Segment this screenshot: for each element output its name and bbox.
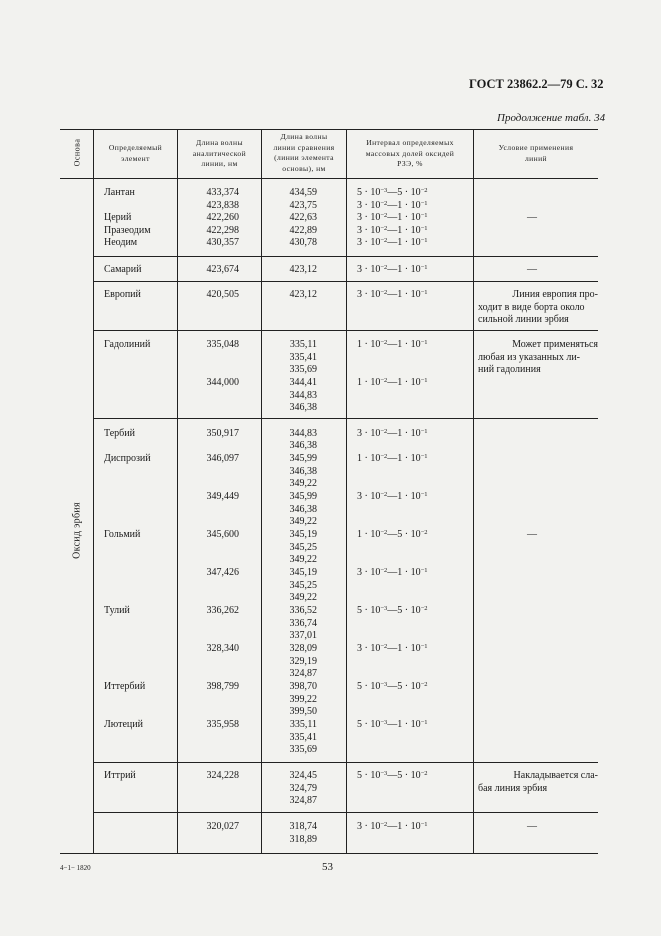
- element-name: Европий: [104, 289, 141, 300]
- compare-wavelength: 423,75: [289, 200, 317, 211]
- print-code: 4−1− 1820: [60, 864, 91, 872]
- compare-wavelength: 335,41: [289, 352, 317, 363]
- condition-dash: —: [527, 529, 537, 540]
- row-divider: [93, 330, 598, 331]
- col-divider: [93, 129, 94, 853]
- compare-wavelength: 345,19: [289, 567, 317, 578]
- interval: $3 \cdot 10^{-2}—1 \cdot 10^{-1}$: [357, 264, 428, 275]
- table-top-rule: [60, 129, 598, 130]
- analytic-wavelength: 344,000: [206, 377, 239, 388]
- compare-wavelength: 335,69: [289, 744, 317, 755]
- compare-wavelength: 346,38: [289, 466, 317, 477]
- interval: $1 \cdot 10^{-2}—1 \cdot 10^{-1}$: [357, 377, 428, 388]
- analytic-wavelength: 420,505: [206, 289, 239, 300]
- compare-wavelength: 349,22: [289, 478, 317, 489]
- col-header-basis: Основа: [72, 138, 82, 167]
- analytic-wavelength: 324,228: [206, 770, 239, 781]
- interval: $3 \cdot 10^{-2}—1 \cdot 10^{-1}$: [357, 289, 428, 300]
- compare-wavelength: 336,74: [289, 618, 317, 629]
- compare-wavelength: 345,19: [289, 529, 317, 540]
- analytic-wavelength: 345,600: [206, 529, 239, 540]
- analytic-wavelength: 335,048: [206, 339, 239, 350]
- analytic-wavelength: 398,799: [206, 681, 239, 692]
- compare-wavelength: 335,11: [289, 719, 317, 730]
- compare-wavelength: 345,25: [289, 580, 317, 591]
- condition-note: Линия европия про- ходит в виде борта около сильной линии эрбия: [478, 289, 598, 326]
- compare-wavelength: 335,69: [289, 364, 317, 375]
- compare-wavelength: 318,89: [289, 834, 317, 845]
- compare-wavelength: 324,87: [289, 668, 317, 679]
- element-name: Диспрозий: [104, 453, 151, 464]
- interval: $3 \cdot 10^{-2}—1 \cdot 10^{-1}$: [357, 237, 428, 248]
- compare-wavelength: 345,99: [289, 453, 317, 464]
- compare-wavelength: 345,25: [289, 542, 317, 553]
- interval: $3 \cdot 10^{-2}—1 \cdot 10^{-1}$: [357, 428, 428, 439]
- condition-note: Накладывается сла- бая линия эрбия: [478, 770, 598, 794]
- compare-wavelength: 434,59: [289, 187, 317, 198]
- col-header-analytic: Длина волны аналитической линии, нм: [192, 138, 247, 168]
- interval: $5 \cdot 10^{-3}—5 \cdot 10^{-2}$: [357, 681, 428, 692]
- element-name: Лютеций: [104, 719, 143, 730]
- compare-wavelength: 422,89: [289, 225, 317, 236]
- interval: $1 \cdot 10^{-2}—5 \cdot 10^{-2}$: [357, 529, 428, 540]
- compare-wavelength: 324,45: [289, 770, 317, 781]
- interval: $5 \cdot 10^{-3}—1 \cdot 10^{-1}$: [357, 719, 428, 730]
- analytic-wavelength: 328,340: [206, 643, 239, 654]
- compare-wavelength: 344,41: [289, 377, 317, 388]
- col-header-interval: Интервал определяемых массовых долей оксидей РЗЭ, %: [365, 138, 455, 168]
- element-name: Тулий: [104, 605, 130, 616]
- interval: $3 \cdot 10^{-2}—1 \cdot 10^{-1}$: [357, 821, 428, 832]
- row-divider: [93, 418, 598, 419]
- analytic-wavelength: 430,357: [206, 237, 239, 248]
- element-name: Гольмий: [104, 529, 141, 540]
- col-header-condition: Условие применения линий: [498, 143, 574, 163]
- col-header-compare: Длина волны линии сравнения (линии элемента основы), нм: [273, 132, 335, 173]
- compare-wavelength: 324,79: [289, 783, 317, 794]
- col-divider: [177, 129, 178, 853]
- interval: $5 \cdot 10^{-3}—5 \cdot 10^{-2}$: [357, 605, 428, 616]
- element-name: Иттербий: [104, 681, 146, 692]
- compare-wavelength: 345,99: [289, 491, 317, 502]
- interval: $3 \cdot 10^{-2}—1 \cdot 10^{-1}$: [357, 643, 428, 654]
- row-divider: [93, 812, 598, 813]
- table-continuation-label: Продолжение табл. 34: [497, 112, 606, 124]
- compare-wavelength: 346,38: [289, 402, 317, 413]
- page-number: 53: [322, 861, 333, 873]
- element-name: Тербий: [104, 428, 135, 439]
- analytic-wavelength: 350,917: [206, 428, 239, 439]
- compare-wavelength: 398,70: [289, 681, 317, 692]
- interval: $3 \cdot 10^{-2}—1 \cdot 10^{-1}$: [357, 212, 428, 223]
- analytic-wavelength: 423,674: [206, 264, 239, 275]
- element-name: Иттрий: [104, 770, 136, 781]
- element-name: Празеодим: [104, 225, 151, 236]
- condition-dash: —: [527, 212, 537, 223]
- compare-wavelength: 399,22: [289, 694, 317, 705]
- row-divider: [93, 281, 598, 282]
- compare-wavelength: 346,38: [289, 504, 317, 515]
- analytic-wavelength: 336,262: [206, 605, 239, 616]
- compare-wavelength: 430,78: [289, 237, 317, 248]
- compare-wavelength: 318,74: [289, 821, 317, 832]
- interval: $1 \cdot 10^{-2}—1 \cdot 10^{-1}$: [357, 339, 428, 350]
- row-divider: [93, 256, 598, 257]
- analytic-wavelength: 422,298: [206, 225, 239, 236]
- compare-wavelength: 423,12: [289, 289, 317, 300]
- compare-wavelength: 344,83: [289, 390, 317, 401]
- document-header: ГОСТ 23862.2—79 С. 32: [469, 77, 604, 91]
- compare-wavelength: 324,87: [289, 795, 317, 806]
- table-bottom-rule: [60, 853, 598, 854]
- element-name: Церий: [104, 212, 132, 223]
- condition-note: Может применяться любая из указанных ли- ний гадолиния: [478, 339, 598, 376]
- compare-wavelength: 423,12: [289, 264, 317, 275]
- table-header-rule: [60, 178, 598, 179]
- analytic-wavelength: 335,958: [206, 719, 239, 730]
- compare-wavelength: 349,22: [289, 516, 317, 527]
- compare-wavelength: 337,01: [289, 630, 317, 641]
- compare-wavelength: 335,11: [289, 339, 317, 350]
- compare-wavelength: 422,63: [289, 212, 317, 223]
- compare-wavelength: 349,22: [289, 554, 317, 565]
- basis-label: Оксид эрбия: [71, 502, 83, 559]
- compare-wavelength: 335,41: [289, 732, 317, 743]
- col-divider: [346, 129, 347, 853]
- interval: $3 \cdot 10^{-2}—1 \cdot 10^{-1}$: [357, 225, 428, 236]
- element-name: Лантан: [104, 187, 135, 198]
- col-divider: [473, 129, 474, 853]
- compare-wavelength: 346,38: [289, 440, 317, 451]
- element-name: Гадолиний: [104, 339, 151, 350]
- row-divider: [93, 762, 598, 763]
- compare-wavelength: 399,50: [289, 706, 317, 717]
- element-name: Неодим: [104, 237, 138, 248]
- analytic-wavelength: 347,426: [206, 567, 239, 578]
- interval: $1 \cdot 10^{-2}—1 \cdot 10^{-1}$: [357, 453, 428, 464]
- compare-wavelength: 328,09: [289, 643, 317, 654]
- col-divider: [261, 129, 262, 853]
- interval: $5 \cdot 10^{-3}—5 \cdot 10^{-2}$: [357, 187, 428, 198]
- interval: $5 \cdot 10^{-3}—5 \cdot 10^{-2}$: [357, 770, 428, 781]
- condition-dash: —: [527, 821, 537, 832]
- analytic-wavelength: 433,374: [206, 187, 239, 198]
- compare-wavelength: 349,22: [289, 592, 317, 603]
- col-header-element: Определяемый элемент: [108, 143, 163, 163]
- analytic-wavelength: 320,027: [206, 821, 239, 832]
- analytic-wavelength: 349,449: [206, 491, 239, 502]
- analytic-wavelength: 346,097: [206, 453, 239, 464]
- interval: $3 \cdot 10^{-2}—1 \cdot 10^{-1}$: [357, 491, 428, 502]
- compare-wavelength: 344,83: [289, 428, 317, 439]
- analytic-wavelength: 422,260: [206, 212, 239, 223]
- compare-wavelength: 336,52: [289, 605, 317, 616]
- element-name: Самарий: [104, 264, 142, 275]
- condition-dash: —: [527, 264, 537, 275]
- compare-wavelength: 329,19: [289, 656, 317, 667]
- interval: $3 \cdot 10^{-2}—1 \cdot 10^{-1}$: [357, 567, 428, 578]
- analytic-wavelength: 423,838: [206, 200, 239, 211]
- interval: $3 \cdot 10^{-2}—1 \cdot 10^{-1}$: [357, 200, 428, 211]
